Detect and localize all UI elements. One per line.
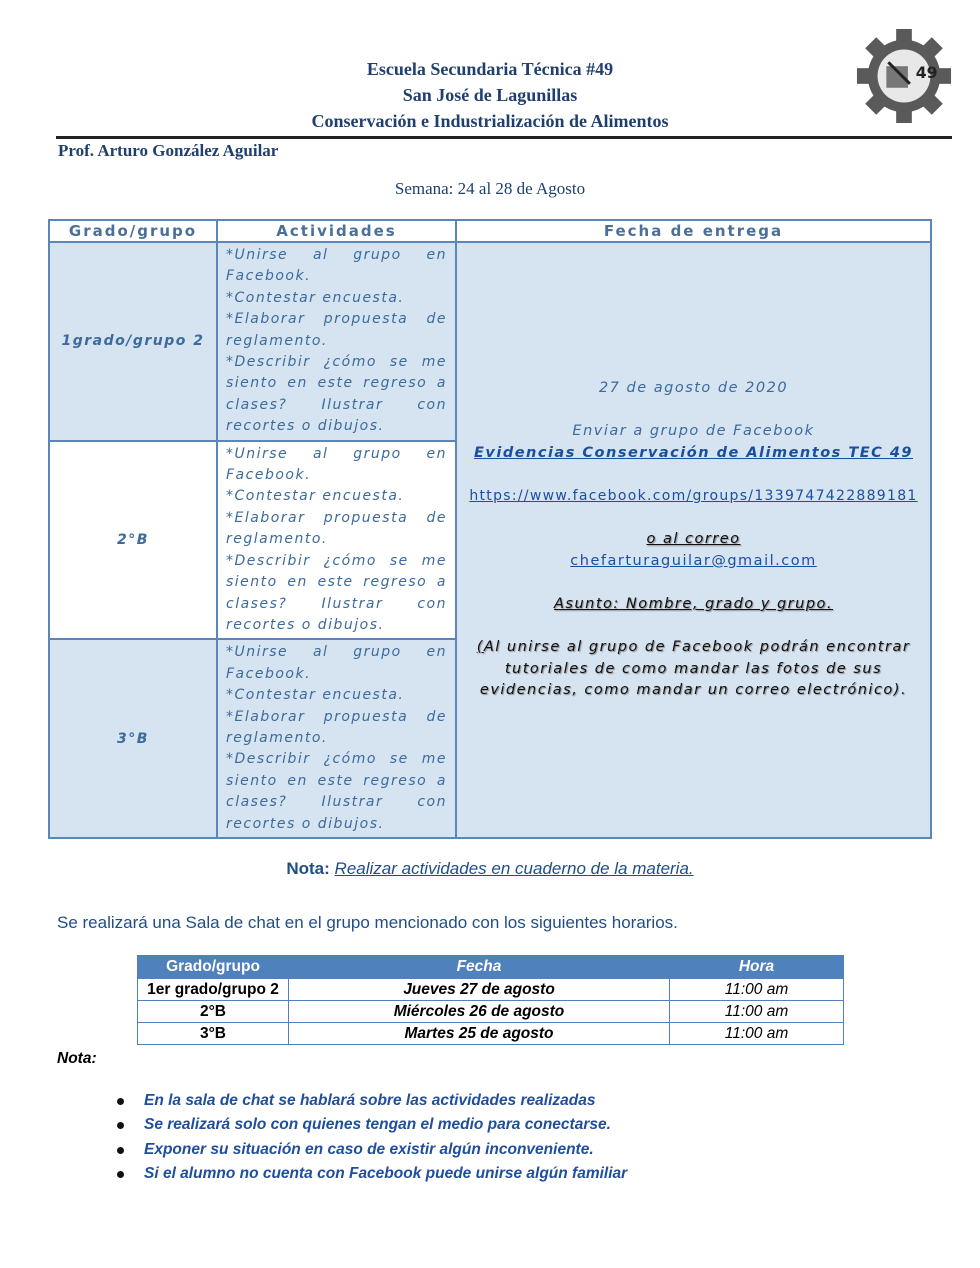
- schedule-col-time: Hora: [670, 956, 844, 979]
- facebook-note: Al unirse al grupo de Facebook podrán encontrar tutoriales de como mandar las fotos de sus evidencias, como mandar un correo electrónico).: [479, 639, 911, 699]
- activity-item: *Contestar encuesta.: [226, 687, 405, 704]
- activity-item: *Describir ¿cómo se me siento en este regreso a clases? Ilustrar con recortes o dibujos.: [226, 354, 447, 435]
- delivery-cell: [456, 242, 931, 838]
- activity-item: *Elaborar propuesta de reglamento.: [226, 509, 447, 548]
- schedule-date: Miércoles 26 de agosto: [289, 1001, 670, 1023]
- schedule-grade: 2°B: [138, 1001, 289, 1023]
- school-gear-logo: [855, 27, 953, 125]
- send-instruction: Enviar a grupo de Facebook: [572, 423, 815, 440]
- table-row: [138, 979, 844, 1001]
- table-row: [138, 1023, 844, 1045]
- schedule-col-date: Fecha: [289, 956, 670, 979]
- schedule-time: 11:00 am: [670, 1001, 844, 1023]
- delivery-date: 27 de agosto de 2020: [598, 380, 789, 397]
- schedule-date: Jueves 27 de agosto: [289, 979, 670, 1001]
- school-location: San José de Lagunillas: [402, 85, 578, 105]
- col-header-delivery: Fecha de entrega: [456, 220, 931, 242]
- list-item: En la sala de chat se hablará sobre las actividades realizadas: [116, 1089, 627, 1113]
- note-label: Nota:: [286, 859, 330, 878]
- activity-item: *Describir ¿cómo se me siento en este regreso a clases? Ilustrar con recortes o dibujos.: [226, 552, 447, 633]
- notes-list: [116, 1089, 627, 1187]
- chat-intro: Se realizará una Sala de chat en el grupo mencionado con los siguientes horarios.: [57, 913, 678, 932]
- schedule-grade: 1er grado/grupo 2: [138, 979, 289, 1001]
- subject-title: Conservación e Industrialización de Alimentos: [311, 111, 669, 131]
- activity-item: *Unirse al grupo en Facebook.: [226, 644, 447, 682]
- week-range: Semana: 24 al 28 de Agosto: [394, 179, 586, 198]
- schedule-col-grade: Grado/grupo: [138, 956, 289, 979]
- activity-item: *Unirse al grupo en Facebook.: [226, 445, 447, 484]
- schedule-time: 11:00 am: [670, 1023, 844, 1045]
- chat-schedule-table: [137, 955, 844, 1045]
- list-item: Si el alumno no cuenta con Facebook puede unirse algún familiar: [116, 1162, 627, 1186]
- activity-item: *Elaborar propuesta de reglamento.: [226, 708, 447, 746]
- activities-cell: [217, 639, 456, 838]
- or-email-text: o al correo: [646, 531, 741, 548]
- col-header-activities: Actividades: [217, 220, 456, 242]
- activities-cell: [217, 242, 456, 441]
- facebook-group-link[interactable]: Evidencias Conservación de Alimentos TEC 49: [474, 444, 913, 461]
- subject-instruction: Asunto: Nombre, grado y grupo.: [553, 595, 834, 612]
- grade-cell: 1grado/grupo 2: [49, 242, 217, 441]
- activity-item: *Contestar encuesta.: [226, 488, 405, 505]
- note-line: [0, 859, 980, 879]
- header-rule: [56, 136, 952, 139]
- activity-item: *Contestar encuesta.: [226, 289, 405, 306]
- schedule-date: Martes 25 de agosto: [289, 1023, 670, 1045]
- school-header: [0, 56, 980, 134]
- activity-item: *Describir ¿cómo se me siento en este regreso a clases? Ilustrar con recortes o dibujos.: [226, 751, 447, 832]
- schedule-header-row: [138, 956, 844, 979]
- activity-item: *Unirse al grupo en Facebook.: [226, 247, 447, 285]
- col-header-grade: Grado/grupo: [49, 220, 217, 242]
- paren-open: (: [476, 639, 484, 656]
- school-name: Escuela Secundaria Técnica #49: [366, 59, 614, 79]
- table-row: [49, 242, 931, 441]
- facebook-url-link[interactable]: https://www.facebook.com/groups/1339747422889181: [469, 488, 918, 504]
- table-header-row: [49, 220, 931, 242]
- list-item: Exponer su situación en caso de existir algún inconveniente.: [116, 1138, 627, 1162]
- activities-table: [48, 219, 932, 839]
- logo-number: 49: [915, 62, 938, 82]
- email-link[interactable]: chefarturaguilar@gmail.com: [570, 552, 817, 569]
- list-item: Se realizará solo con quienes tengan el medio para conectarse.: [116, 1113, 627, 1137]
- grade-cell: 2°B: [49, 441, 217, 640]
- table-row: [138, 1001, 844, 1023]
- schedule-grade: 3°B: [138, 1023, 289, 1045]
- schedule-time: 11:00 am: [670, 979, 844, 1001]
- activity-item: *Elaborar propuesta de reglamento.: [226, 311, 447, 349]
- activities-cell: [217, 441, 456, 640]
- grade-cell: 3°B: [49, 639, 217, 838]
- note-text: Realizar actividades en cuaderno de la materia.: [334, 859, 694, 878]
- notes-label: Nota:: [57, 1050, 97, 1067]
- teacher-name: Prof. Arturo González Aguilar: [58, 141, 279, 160]
